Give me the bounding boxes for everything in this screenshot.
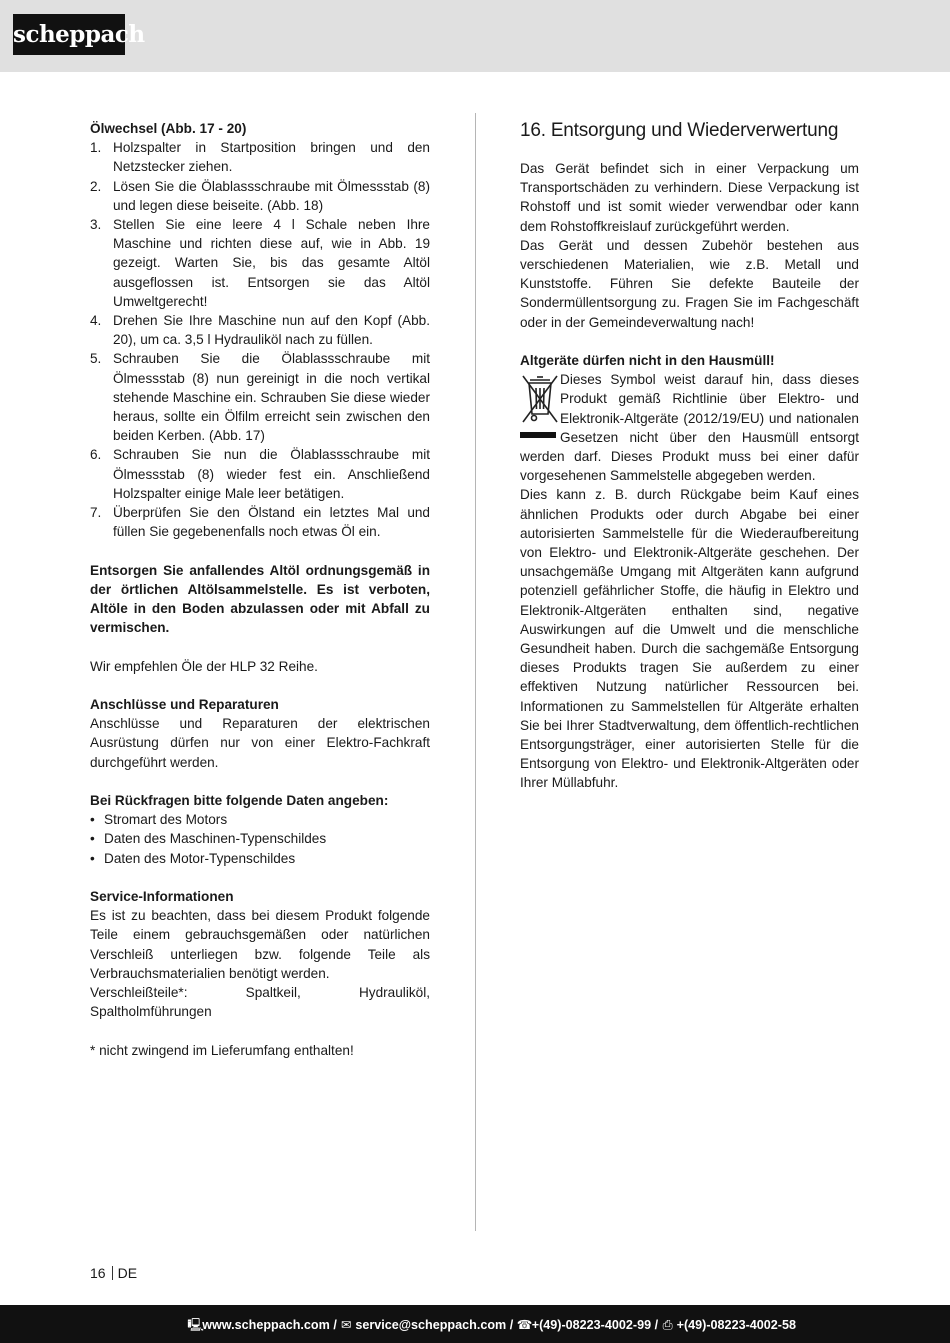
list-item [90, 829, 430, 848]
step-number: 6. [90, 447, 102, 463]
oil-change-heading: Ölwechsel (Abb. 17 - 20) [90, 121, 247, 136]
column-divider [475, 113, 476, 1231]
list-item-text: Daten des Maschinen-Typenschildes [104, 831, 327, 847]
list-item [90, 311, 430, 349]
step-number: 3. [90, 217, 102, 233]
phone-number: +(49)-08223-4002-99 [531, 1318, 652, 1332]
list-item [90, 503, 430, 541]
separator: / [651, 1318, 662, 1332]
service-text: Es ist zu beachten, dass bei diesem Produkt folgende Teile einem gebrauchsgemäßen oder natürlichen Verschleiß unterliegen bzw. folgende Teile als Verbrauchsmaterialien benötigt werden. [90, 908, 430, 981]
weee-text: Dieses Symbol weist darauf hin, dass dieses Produkt gemäß Richtlinie über Elektro- und Elektronik-Altgeräte (2012/19/EU) und nationalen Gesetzen nicht über den Hausmüll entsorgt werden darf. Dieses Produkt muss bei einer dafür vorgesehenen Sammelstelle abgegeben werden. [520, 372, 859, 484]
list-item-text: Stromart des Motors [104, 812, 228, 828]
list-item [90, 849, 430, 868]
bullet: • [90, 850, 95, 866]
page-header [0, 0, 950, 72]
weee-block [520, 370, 859, 485]
inquiries-heading: Bei Rückfragen bitte folgende Daten angeben: [90, 793, 389, 809]
inquiries-list [90, 810, 430, 868]
fax-number: +(49)-08223-4002-58 [676, 1318, 796, 1332]
connections-text: Anschlüsse und Reparaturen der elektrischen Ausrüstung dürfen nur von einer Elektro-Fachkraft durchgeführt werden. [90, 716, 430, 770]
weee-heading: Altgeräte dürfen nicht in den Hausmüll! [520, 353, 775, 369]
bullet: • [90, 812, 95, 828]
weee-text-2: Dies kann z. B. durch Rückgabe beim Kauf eines ähnlichen Produkts oder durch Abgabe bei einer autorisierten Sammelstelle für die Wiederaufbereitung von Elektro- und Elektronik-Altgeräte geschehen. Der unsachgemäße Umgang mit Altgeräten kann aufgrund potenziell gefährlicher Stoffe, die häufig in Elektro und Elektronik-Altgeräten enthalten sind, negative Auswirkungen auf die Umwelt und die menschliche Gesundheit haben. Durch die sachgemäße Entsorgung dieses Produkts tragen Sie außerdem zu einer effektiven Nutzung natürlicher Ressourcen bei. Informationen zu Sammelstellen für Altgeräte erhalten Sie bei Ihrer Stadtverwaltung, dem öffentlich-rechtlichen Entsorgungsträger, einer autorisierten Stelle für die Entsorgung von Elektro- und Elektronik-Altgeräten oder Ihrer Müllabfuhr. [520, 487, 859, 791]
step-number: 7. [90, 505, 102, 521]
disposal-warning: Entsorgen Sie anfallendes Altöl ordnungsgemäß in der örtlichen Altölsammelstelle. Es ist verboten, Altöle in den Boden abzulassen oder mit Abfall zu vermischen. [90, 562, 430, 636]
step-number: 5. [90, 351, 102, 367]
materials-paragraph: Das Gerät und dessen Zubehör bestehen aus verschiedenen Materialien, wie z.B. Metall und Kunststoffe. Führen Sie defekte Bauteile der Sondermüllentsorgung zu. Fragen Sie im Fachgeschäft oder in der Gemeindeverwaltung nach! [520, 237, 859, 330]
page-number-value: 16 [90, 1265, 106, 1281]
page-number-separator [112, 1266, 113, 1280]
step-number: 4. [90, 313, 102, 329]
oil-change-steps [90, 138, 430, 541]
connections-heading: Anschlüsse und Reparaturen [90, 697, 279, 713]
list-item [90, 810, 430, 829]
page-language: DE [117, 1265, 138, 1281]
footnote: * nicht zwingend im Lieferumfang enthalten! [90, 1042, 354, 1058]
brand-logo: scheppach [13, 14, 125, 55]
crossed-out-wheelie-bin-icon [520, 372, 560, 444]
computer-icon: 🖳 [187, 1318, 205, 1332]
step-number: 1. [90, 140, 102, 156]
fax-icon: ⎙ [662, 1318, 673, 1332]
section-number: 16. [520, 120, 546, 141]
packaging-paragraph: Das Gerät befindet sich in einer Verpackung um Transportschäden zu verhindern. Diese Verpackung ist Rohstoff und ist somit wieder verwendbar oder kann dem Rohstoffkreislauf zurückgeführt werden. [520, 161, 859, 234]
list-item [90, 349, 430, 445]
list-item [90, 445, 430, 503]
left-column [90, 119, 430, 1060]
step-text: Schrauben Sie nun die Ölablassschraube mit Ölmessstab (8) wieder fest ein. Anschließend Holzspalter einige Male leer betätigen. [113, 447, 430, 501]
separator: / [329, 1318, 341, 1332]
envelope-icon: ✉ [341, 1318, 352, 1332]
step-text: Schrauben Sie die Ölablassschraube mit Ölmessstab (8) nun gereinigt in die noch vertikal stehende Maschine ein. Schrauben Sie diese wieder heraus, sollte ein Ölfilm erreicht sein zwischen den beiden Kerben. (Abb. 17) [113, 351, 430, 444]
website-link[interactable]: www.scheppach.com [202, 1318, 330, 1332]
oil-recommendation: Wir empfehlen Öle der HLP 32 Reihe. [90, 658, 318, 674]
wear-parts: Verschleißteile*: Spaltkeil, Hydrauliköl, Spaltholmführungen [90, 985, 430, 1020]
step-text: Stellen Sie eine leere 4 l Schale neben Ihre Maschine und richten diese auf, wie in Abb. 19 gezeigt. Warten Sie, bis das gesamte Altöl ausgeflossen ist. Entsorgen sie das Altöl Umweltgerecht! [113, 217, 430, 309]
list-item-text: Daten des Motor-Typenschildes [104, 850, 296, 866]
step-text: Überprüfen Sie den Ölstand ein letztes Mal und füllen Sie gegebenenfalls noch etwas Öl ein. [113, 505, 430, 540]
section-title-text: Entsorgung und Wiederverwertung [550, 120, 839, 141]
list-item [90, 138, 430, 176]
list-item [90, 215, 430, 311]
list-item [90, 177, 430, 215]
step-text: Holzspalter in Startposition bringen und den Netzstecker ziehen. [113, 140, 430, 175]
section-title [520, 119, 859, 143]
right-column [520, 119, 859, 793]
separator: / [506, 1318, 517, 1332]
contact-line [187, 1316, 796, 1335]
step-text: Drehen Sie Ihre Maschine nun auf den Kopf (Abb. 20), um ca. 3,5 l Hydrauliköl nach zu füllen. [113, 313, 430, 348]
bullet: • [90, 831, 95, 847]
telephone-icon: ☎ [516, 1318, 533, 1332]
service-heading: Service-Informationen [90, 889, 234, 905]
step-number: 2. [90, 178, 102, 194]
page-number [90, 1264, 137, 1283]
step-text: Lösen Sie die Ölablassschraube mit Ölmessstab (8) und legen diese beiseite. (Abb. 18) [113, 178, 430, 213]
page-footer [0, 1305, 950, 1343]
email-link[interactable]: service@scheppach.com [355, 1318, 507, 1332]
